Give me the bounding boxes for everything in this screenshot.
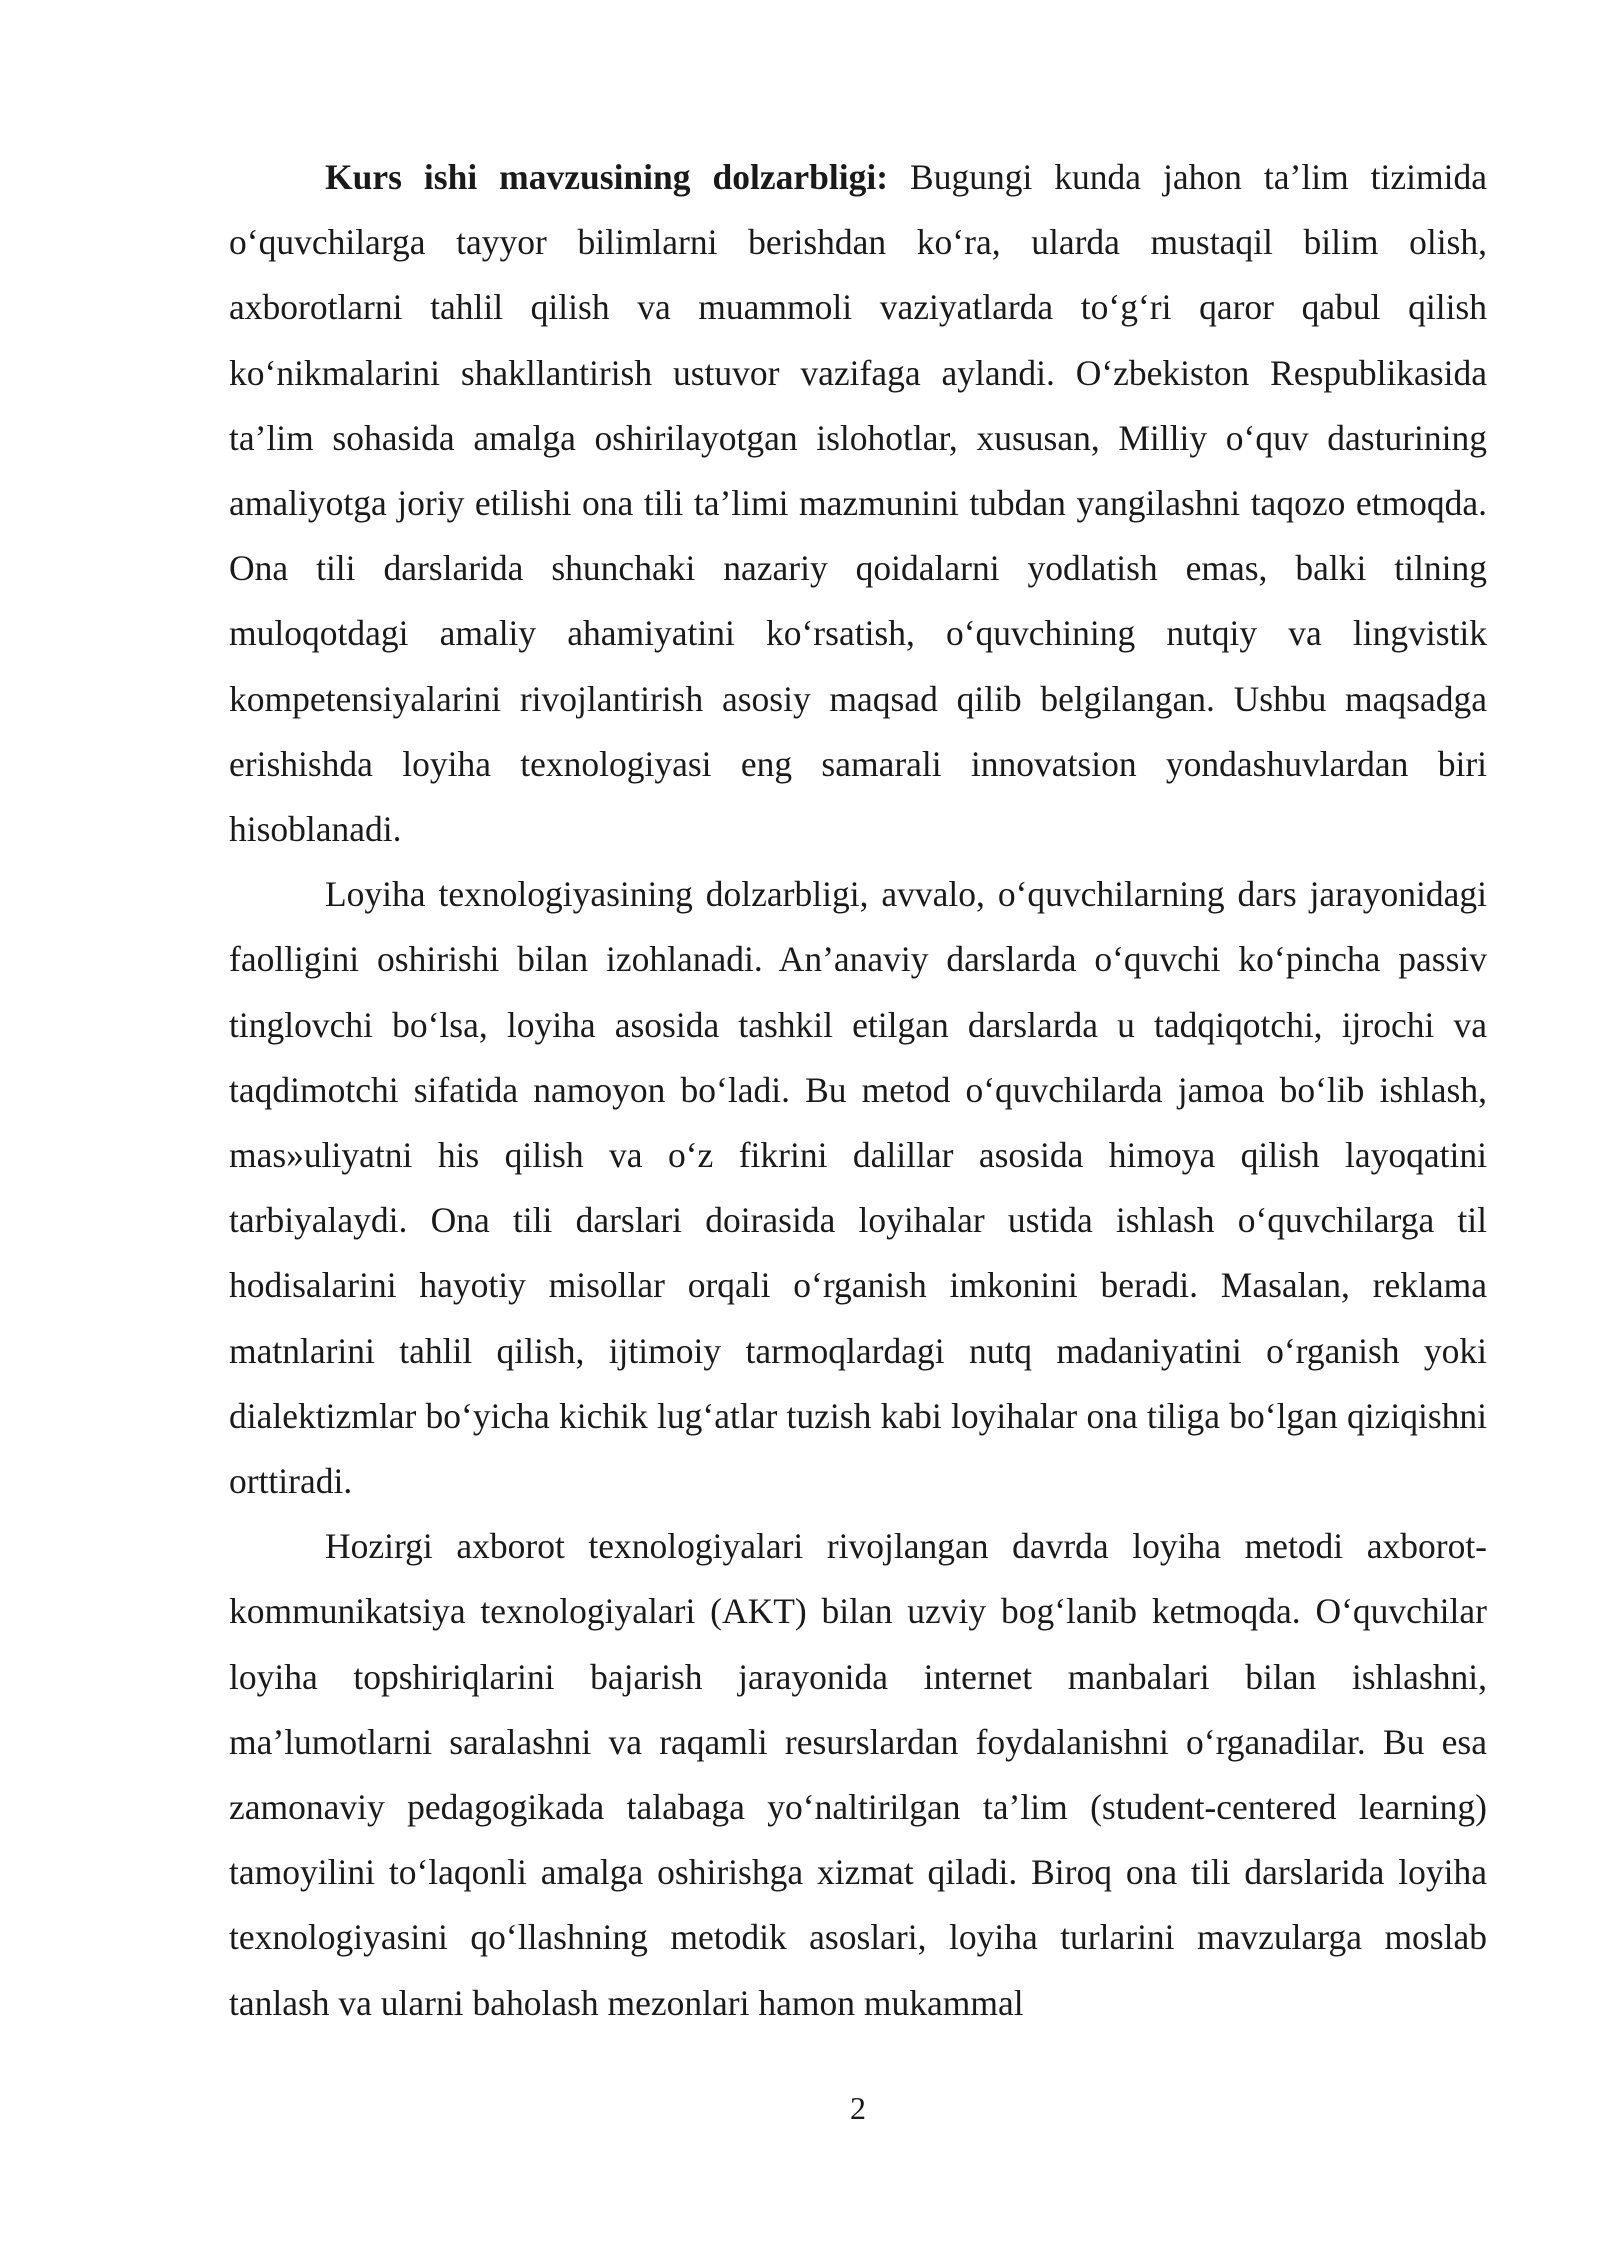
paragraph-ict xyxy=(229,1514,1487,2036)
paragraph-text: Hozirgi axborot texnologiyalari rivojlangan davrda loyiha metodi axborot-kommunikatsiya texnologiyalari (AKT) bilan uzviy bog‘lanib ketmoqda. O‘quvchilar loyiha topshiriqlarini bajarish jarayonida internet manbalari bilan ishlashni, ma’lumotlarni saralashni va raqamli resurslardan foydalanishni o‘rganadilar. Bu esa zamonaviy pedagogikada talabaga yo‘naltirilgan ta’lim (student-centered learning) tamoyilini to‘laqonli amalga oshirishga xizmat qiladi. Biroq ona tili darslarida loyiha texnologiyasini qo‘llashning metodik asoslari, loyiha turlarini mavzularga moslab tanlash va ularni baholash mezonlari hamon mukammal xyxy=(229,1526,1487,2023)
paragraph-relevance xyxy=(229,145,1487,862)
document-page-body xyxy=(229,145,1487,2036)
paragraph-lead-heading: Kurs ishi mavzusining dolzarbligi: xyxy=(325,157,889,197)
paragraph-project-technology xyxy=(229,862,1487,1514)
paragraph-text: Loyiha texnologiyasining dolzarbligi, avvalo, o‘quvchilarning dars jarayonidagi faolligini oshirishi bilan izohlanadi. An’anaviy darslarda o‘quvchi ko‘pincha passiv tinglovchi bo‘lsa, loyiha asosida tashkil etilgan darslarda u tadqiqotchi, ijrochi va taqdimotchi sifatida namoyon bo‘ladi. Bu metod o‘quvchilarda jamoa bo‘lib ishlash, mas»uliyatni his qilish va o‘z fikrini dalillar asosida himoya qilish layoqatini tarbiyalaydi. Ona tili darslari doirasida loyihalar ustida ishlash o‘quvchilarga til hodisalarini hayotiy misollar orqali o‘rganish imkonini beradi. Masalan, reklama matnlarini tahlil qilish, ijtimoiy tarmoqlardagi nutq madaniyatini o‘rganish yoki dialektizmlar bo‘yicha kichik lug‘atlar tuzish kabi loyihalar ona tiliga bo‘lgan qiziqishni orttiradi. xyxy=(229,874,1487,1502)
page-number: 2 xyxy=(850,2090,866,2126)
paragraph-text: Bugungi kunda jahon ta’lim tizimida o‘quvchilarga tayyor bilimlarni berishdan ko‘ra, ularda mustaqil bilim olish, axborotlarni tahlil qilish va muammoli vaziyatlarda to‘g‘ri qaror qabul qilish ko‘nikmalarini shakllantirish ustuvor vazifaga aylandi. O‘zbekiston Respublikasida ta’lim sohasida amalga oshirilayotgan islohotlar, xususan, Milliy o‘quv dasturining amaliyotga joriy etilishi ona tili ta’limi mazmunini tubdan yangilashni taqozo etmoqda. Ona tili darslarida shunchaki nazariy qoidalarni yodlatish emas, balki tilning muloqotdagi amaliy ahamiyatini ko‘rsatish, o‘quvchining nutqiy va lingvistik kompetensiyalarini rivojlantirish asosiy maqsad qilib belgilangan. Ushbu maqsadga erishishda loyiha texnologiyasi eng samarali innovatsion yondashuvlardan biri hisoblanadi. xyxy=(229,157,1487,850)
